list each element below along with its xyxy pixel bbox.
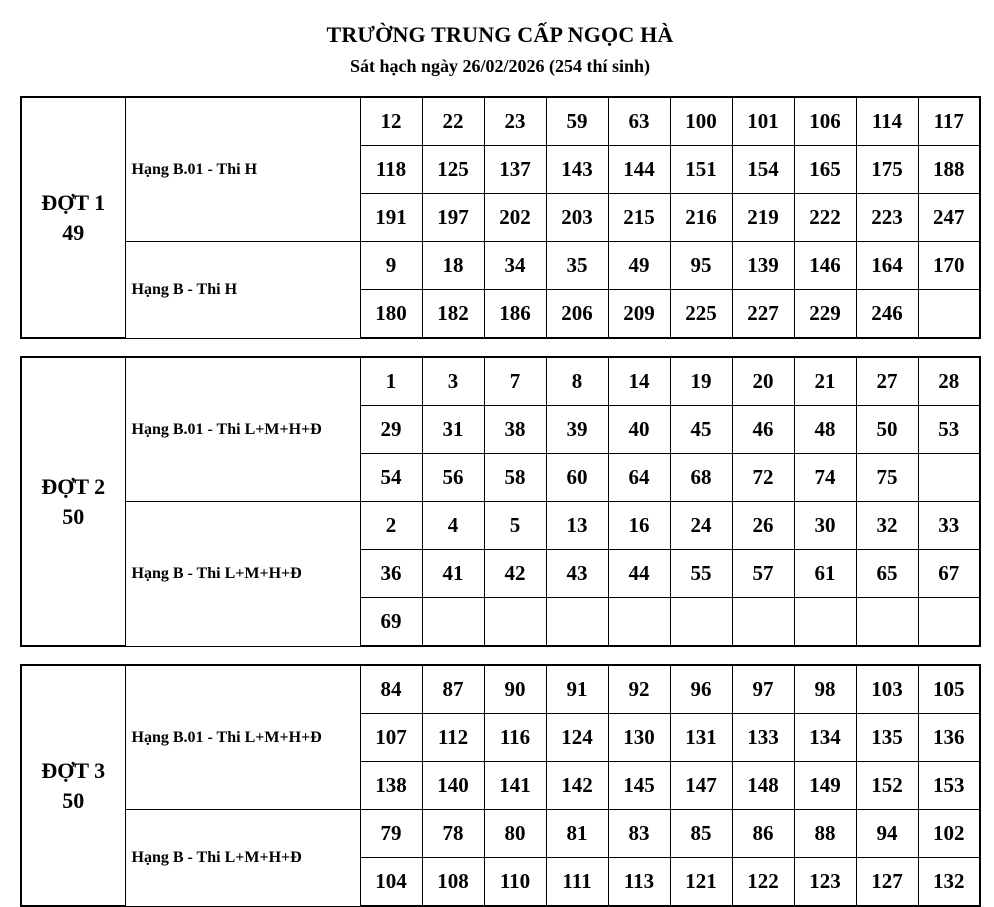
candidate-number: 182 [422, 290, 484, 339]
candidate-number: 121 [670, 858, 732, 907]
batch-name: ĐỢT 2 [41, 473, 106, 499]
candidate-number: 113 [608, 858, 670, 907]
candidate-number: 180 [360, 290, 422, 339]
candidate-number: 101 [732, 97, 794, 146]
candidate-number: 13 [546, 502, 608, 550]
candidate-number: 56 [422, 454, 484, 502]
candidate-number: 3 [422, 357, 484, 406]
candidate-number: 75 [856, 454, 918, 502]
empty-cell [856, 598, 918, 647]
batch-name: ĐỢT 3 [41, 757, 106, 783]
empty-cell [918, 598, 980, 647]
empty-cell [918, 290, 980, 339]
candidate-number: 42 [484, 550, 546, 598]
license-class-label: Hạng B.01 - Thi H [125, 97, 360, 242]
candidate-number: 60 [546, 454, 608, 502]
license-class-label: Hạng B - Thi H [125, 242, 360, 339]
batch-count: 50 [62, 787, 85, 813]
candidate-number: 78 [422, 810, 484, 858]
candidate-number: 146 [794, 242, 856, 290]
candidate-number: 63 [608, 97, 670, 146]
candidate-number: 118 [360, 146, 422, 194]
candidate-number: 227 [732, 290, 794, 339]
candidate-number: 105 [918, 665, 980, 714]
candidate-number: 34 [484, 242, 546, 290]
candidate-number: 103 [856, 665, 918, 714]
candidate-number: 85 [670, 810, 732, 858]
candidate-number: 107 [360, 714, 422, 762]
candidate-number: 94 [856, 810, 918, 858]
candidate-number: 153 [918, 762, 980, 810]
empty-cell [608, 598, 670, 647]
candidate-number: 30 [794, 502, 856, 550]
candidate-number: 151 [670, 146, 732, 194]
candidate-number: 49 [608, 242, 670, 290]
candidate-number: 55 [670, 550, 732, 598]
candidate-number: 125 [422, 146, 484, 194]
candidate-number: 84 [360, 665, 422, 714]
candidate-number: 229 [794, 290, 856, 339]
candidate-number: 144 [608, 146, 670, 194]
license-class-label: Hạng B.01 - Thi L+M+H+Đ [125, 665, 360, 810]
table-row [21, 502, 980, 550]
candidate-number: 139 [732, 242, 794, 290]
batch-label [21, 665, 125, 906]
candidate-number: 188 [918, 146, 980, 194]
candidate-number: 33 [918, 502, 980, 550]
candidate-number: 149 [794, 762, 856, 810]
candidate-number: 88 [794, 810, 856, 858]
candidate-number: 65 [856, 550, 918, 598]
candidate-number: 186 [484, 290, 546, 339]
candidate-number: 36 [360, 550, 422, 598]
candidate-number: 116 [484, 714, 546, 762]
batch-table [20, 96, 981, 339]
candidate-number: 114 [856, 97, 918, 146]
candidate-number: 44 [608, 550, 670, 598]
candidate-number: 7 [484, 357, 546, 406]
candidate-number: 111 [546, 858, 608, 907]
candidate-number: 138 [360, 762, 422, 810]
candidate-number: 50 [856, 406, 918, 454]
candidate-number: 14 [608, 357, 670, 406]
candidate-number: 80 [484, 810, 546, 858]
candidate-number: 127 [856, 858, 918, 907]
candidate-number: 22 [422, 97, 484, 146]
candidate-number: 38 [484, 406, 546, 454]
candidate-number: 96 [670, 665, 732, 714]
candidate-number: 68 [670, 454, 732, 502]
empty-cell [732, 598, 794, 647]
candidate-number: 143 [546, 146, 608, 194]
candidate-number: 170 [918, 242, 980, 290]
candidate-number: 134 [794, 714, 856, 762]
candidate-number: 35 [546, 242, 608, 290]
candidate-number: 12 [360, 97, 422, 146]
candidate-number: 215 [608, 194, 670, 242]
candidate-number: 79 [360, 810, 422, 858]
candidate-number: 91 [546, 665, 608, 714]
candidate-number: 59 [546, 97, 608, 146]
candidate-number: 136 [918, 714, 980, 762]
candidate-number: 117 [918, 97, 980, 146]
candidate-number: 26 [732, 502, 794, 550]
candidate-number: 9 [360, 242, 422, 290]
candidate-number: 106 [794, 97, 856, 146]
candidate-number: 137 [484, 146, 546, 194]
candidate-number: 5 [484, 502, 546, 550]
empty-cell [484, 598, 546, 647]
candidate-number: 124 [546, 714, 608, 762]
candidate-number: 123 [794, 858, 856, 907]
candidate-number: 141 [484, 762, 546, 810]
candidate-number: 2 [360, 502, 422, 550]
candidate-number: 145 [608, 762, 670, 810]
license-class-label: Hạng B.01 - Thi L+M+H+Đ [125, 357, 360, 502]
batch-name: ĐỢT 1 [41, 189, 106, 215]
batch-count: 50 [62, 503, 85, 529]
candidate-number: 203 [546, 194, 608, 242]
empty-cell [794, 598, 856, 647]
candidate-number: 95 [670, 242, 732, 290]
candidate-number: 29 [360, 406, 422, 454]
candidate-number: 209 [608, 290, 670, 339]
page-title: TRƯỜNG TRUNG CẤP NGỌC HÀ [326, 22, 674, 47]
empty-cell [670, 598, 732, 647]
batch-label [21, 357, 125, 646]
table-row [21, 665, 980, 714]
candidate-number: 27 [856, 357, 918, 406]
candidate-number: 81 [546, 810, 608, 858]
candidate-number: 31 [422, 406, 484, 454]
candidate-number: 202 [484, 194, 546, 242]
candidate-number: 24 [670, 502, 732, 550]
candidate-number: 223 [856, 194, 918, 242]
candidate-number: 216 [670, 194, 732, 242]
candidate-number: 108 [422, 858, 484, 907]
candidate-number: 61 [794, 550, 856, 598]
batch-table [20, 664, 981, 907]
candidate-number: 222 [794, 194, 856, 242]
candidate-number: 100 [670, 97, 732, 146]
candidate-number: 45 [670, 406, 732, 454]
license-class-label: Hạng B - Thi L+M+H+Đ [125, 502, 360, 647]
candidate-number: 74 [794, 454, 856, 502]
candidate-number: 191 [360, 194, 422, 242]
candidate-number: 28 [918, 357, 980, 406]
candidate-number: 43 [546, 550, 608, 598]
candidate-number: 39 [546, 406, 608, 454]
candidate-number: 225 [670, 290, 732, 339]
candidate-number: 23 [484, 97, 546, 146]
candidate-number: 69 [360, 598, 422, 647]
candidate-number: 54 [360, 454, 422, 502]
candidate-number: 164 [856, 242, 918, 290]
candidate-number: 58 [484, 454, 546, 502]
exam-date-subtitle: Sát hạch ngày 26/02/2026 (254 thí sinh) [349, 56, 651, 76]
candidate-number: 97 [732, 665, 794, 714]
candidate-number: 40 [608, 406, 670, 454]
batch-count: 49 [62, 219, 85, 245]
batch-table [20, 356, 981, 647]
candidate-number: 104 [360, 858, 422, 907]
candidate-number: 142 [546, 762, 608, 810]
candidate-number: 102 [918, 810, 980, 858]
candidate-number: 110 [484, 858, 546, 907]
candidate-number: 131 [670, 714, 732, 762]
candidate-number: 133 [732, 714, 794, 762]
candidate-number: 165 [794, 146, 856, 194]
candidate-number: 1 [360, 357, 422, 406]
candidate-number: 86 [732, 810, 794, 858]
candidate-number: 148 [732, 762, 794, 810]
candidate-number: 175 [856, 146, 918, 194]
empty-cell [422, 598, 484, 647]
empty-cell [546, 598, 608, 647]
candidate-number: 152 [856, 762, 918, 810]
candidate-number: 18 [422, 242, 484, 290]
table-row [21, 242, 980, 290]
candidate-number: 57 [732, 550, 794, 598]
candidate-number: 16 [608, 502, 670, 550]
candidate-number: 219 [732, 194, 794, 242]
candidate-number: 53 [918, 406, 980, 454]
candidate-number: 206 [546, 290, 608, 339]
candidate-number: 132 [918, 858, 980, 907]
candidate-number: 83 [608, 810, 670, 858]
candidate-number: 41 [422, 550, 484, 598]
candidate-number: 147 [670, 762, 732, 810]
candidate-number: 135 [856, 714, 918, 762]
table-row [21, 97, 980, 146]
candidate-number: 64 [608, 454, 670, 502]
table-row [21, 810, 980, 858]
candidate-number: 130 [608, 714, 670, 762]
candidate-number: 4 [422, 502, 484, 550]
candidate-number: 112 [422, 714, 484, 762]
candidate-number: 92 [608, 665, 670, 714]
empty-cell [918, 454, 980, 502]
candidate-number: 98 [794, 665, 856, 714]
candidate-number: 154 [732, 146, 794, 194]
candidate-number: 32 [856, 502, 918, 550]
license-class-label: Hạng B - Thi L+M+H+Đ [125, 810, 360, 907]
candidate-number: 140 [422, 762, 484, 810]
candidate-number: 247 [918, 194, 980, 242]
candidate-number: 19 [670, 357, 732, 406]
candidate-number: 197 [422, 194, 484, 242]
candidate-number: 46 [732, 406, 794, 454]
candidate-number: 72 [732, 454, 794, 502]
candidate-number: 122 [732, 858, 794, 907]
batch-label [21, 97, 125, 338]
candidate-number: 246 [856, 290, 918, 339]
table-row [21, 357, 980, 406]
candidate-number: 8 [546, 357, 608, 406]
candidate-number: 21 [794, 357, 856, 406]
candidate-number: 48 [794, 406, 856, 454]
candidate-number: 67 [918, 550, 980, 598]
candidate-number: 87 [422, 665, 484, 714]
candidate-number: 20 [732, 357, 794, 406]
candidate-number: 90 [484, 665, 546, 714]
